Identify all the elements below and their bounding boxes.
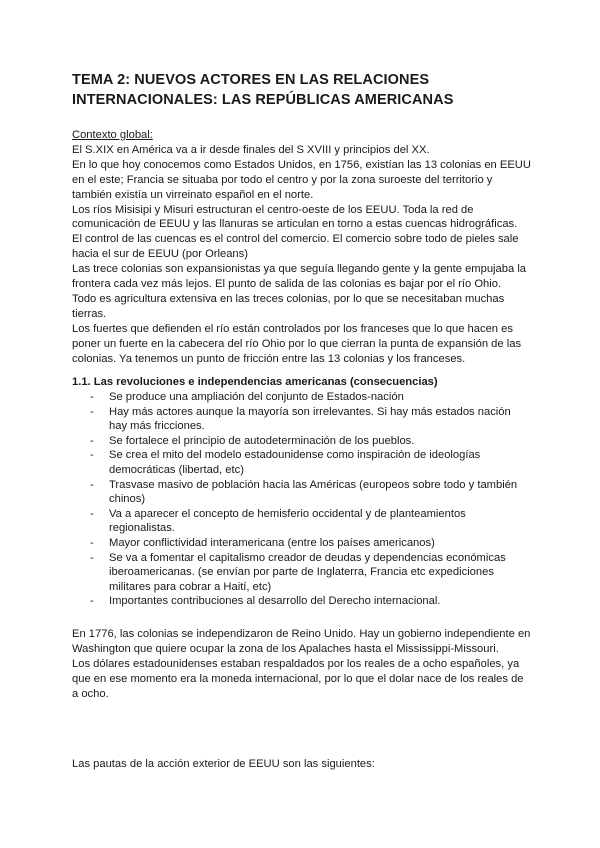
paragraph-line: Washington que quiere ocupar la zona de los Apalaches hasta el Mississippi-Missouri.	[72, 642, 499, 655]
list-item	[72, 507, 532, 536]
context-heading: Contexto global:	[72, 129, 153, 141]
context-line: hacia el sur de EEUU (por Orleans)	[72, 248, 248, 261]
list-item-text: chinos)	[109, 493, 146, 506]
paragraph-line: que en ese momento era la moneda internacional, por lo que el dolar nace de los reales de	[72, 672, 524, 685]
context-line: Todo es agricultura extensiva en las treces colonias, por lo que se necesitaban muchas	[72, 292, 505, 305]
list-item	[72, 551, 532, 595]
context-line: En lo que hoy conocemos como Estados Unidos, en 1756, existían las 13 colonias en EEUU	[72, 158, 531, 171]
context-line: colonias. Ya tenemos un punto de fricción entre las 13 colonias y los franceses.	[72, 352, 466, 365]
page-title	[72, 70, 542, 110]
list-item-text: Mayor conflictividad interamericana (entre los países americanos)	[109, 536, 435, 549]
list-item-text: Se fortalece el principio de autodeterminación de los pueblos.	[109, 434, 415, 447]
paragraph-line: Los dólares estadounidenses estaban respaldados por los reales de a ocho españoles, ya	[72, 657, 520, 670]
list-item-text: Trasvase masivo de población hacia las Américas (europeos sobre todo y también	[109, 478, 518, 491]
list-item	[72, 448, 532, 477]
context-line: tierras.	[72, 307, 107, 320]
consequences-list	[72, 390, 532, 609]
dash-bullet: -	[90, 478, 94, 491]
list-item-text: Se va a fomentar el capitalismo creador de deudas y dependencias económicas	[109, 551, 506, 564]
dash-bullet: -	[90, 391, 94, 403]
list-item	[72, 390, 532, 405]
dash-bullet: -	[90, 507, 94, 520]
context-line: El S.XIX en América va a ir desde finales del S XVIII y principios del XX.	[72, 143, 430, 156]
title-line-1: TEMA 2: NUEVOS ACTORES EN LAS RELACIONES	[72, 72, 430, 88]
context-line: Los ríos Misisipi y Misuri estructuran el centro-oeste de los EEUU. Toda la red de	[72, 203, 474, 216]
list-item	[72, 434, 532, 449]
context-line: comunicación de EEUU y las llanuras se articulan en torno a estas cuencas hidrográficas.	[72, 218, 518, 231]
list-item-text: democráticas (libertad, etc)	[109, 463, 244, 476]
list-item-text: regionalistas.	[109, 522, 175, 535]
paragraph-line: En 1776, las colonias se independizaron de Reino Unido. Hay un gobierno independiente en	[72, 628, 531, 640]
list-item-text: Se produce una ampliación del conjunto de Estados-nación	[109, 391, 404, 403]
title-line-2: INTERNACIONALES: LAS REPÚBLICAS AMERICANAS	[72, 92, 454, 108]
list-item	[72, 536, 532, 551]
context-line: también existía un virreinato español en el norte.	[72, 188, 314, 201]
list-item-text: Hay más actores aunque la mayoría son irrelevantes. Si hay más estados nación	[109, 405, 511, 418]
section-heading: 1.1. Las revoluciones e independencias americanas (consecuencias)	[72, 376, 438, 388]
context-line: en el este; Francia se situaba por todo el centro y por la zona suroeste del territorio y	[72, 173, 493, 186]
list-item	[72, 594, 532, 609]
dash-bullet: -	[90, 551, 94, 564]
list-item-text: Va a aparecer el concepto de hemisferio occidental y de planteamientos	[109, 507, 466, 520]
independence-paragraph	[72, 627, 532, 702]
dash-bullet: -	[90, 449, 94, 462]
list-item-text: Importantes contribuciones al desarrollo del Derecho internacional.	[109, 595, 441, 608]
list-item-text: hay más fricciones.	[109, 420, 205, 433]
list-item-text: iberoamericanas. (se envían por parte de Inglaterra, Francia etc expediciones	[109, 566, 494, 579]
context-line: poner un fuerte en la cabecera del río Ohio por lo que cierran la punta de expansión de las	[72, 337, 522, 350]
dash-bullet: -	[90, 405, 94, 418]
dash-bullet: -	[90, 536, 94, 549]
context-section	[72, 128, 532, 367]
list-item-text: militares para cobrar a Haití, etc)	[109, 580, 272, 593]
dash-bullet: -	[90, 595, 94, 608]
context-line: El control de las cuencas es el control del comercio. El comercio sobre todo de pieles sale	[72, 233, 519, 246]
context-line: Los fuertes que defienden el río están controlados por los franceses que lo que hacen es	[72, 322, 513, 335]
context-line: frontera cada vez más lejos. El punto de salida de las colonias es bajar por el río Ohio.	[72, 278, 502, 291]
context-line: Las trece colonias son expansionistas ya que seguía llegando gente y la gente empujaba la	[72, 263, 527, 276]
list-item	[72, 405, 532, 434]
list-item-text: Se crea el mito del modelo estadounidense como inspiración de ideologías	[109, 449, 481, 462]
pautas-line: Las pautas de la acción exterior de EEUU son las siguientes:	[72, 758, 375, 770]
paragraph-line: a ocho.	[72, 687, 109, 700]
list-item	[72, 478, 532, 507]
dash-bullet: -	[90, 434, 94, 447]
